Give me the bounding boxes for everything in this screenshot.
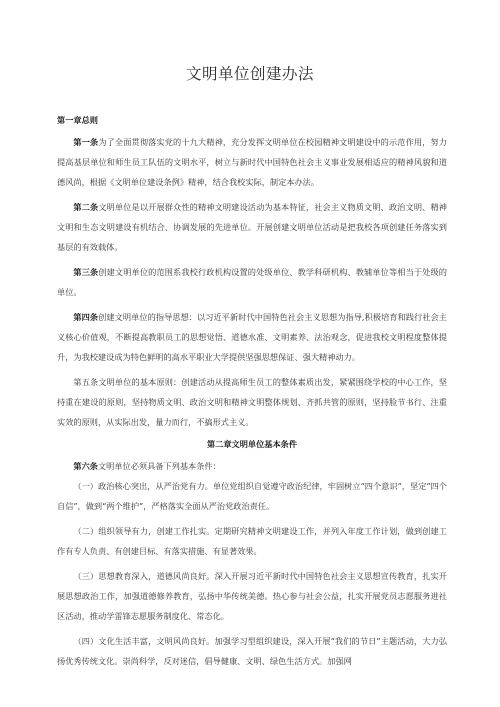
article-3 (57, 262, 447, 302)
article-4 (57, 307, 447, 367)
article-6-label: 第六条 (73, 461, 98, 471)
chapter-1-heading: 第一章总则 (57, 115, 98, 125)
document-body (57, 110, 447, 671)
article-5 (57, 372, 447, 432)
condition-item-4: （四）文化生活丰富，文明风尚良好。加强学习型组织建设，深入开展“我们的节日”主题活动，大力弘扬优秀传统文化。崇尚科学，反对迷信，倡导健康、文明、绿色生活方式。加强网 (57, 636, 447, 666)
article-1-text: 为了全面贯彻落实党的十九大精神，充分发挥文明单位在校园精神文明建设中的示范作用，努力提高基层单位和师生员工队伍的文明水平，树立与新时代中国特色社会主义事业发展相适应的精神风貌和道德风尚，根据《文明单位建设条例》精神，结合我校实际，制定本办法。 (57, 137, 447, 187)
condition-item-3: （三）思想教育深入，道德风尚良好。深入开展习近平新时代中国特色社会主义思想宣传教育，扎实开展思想政治工作，加强道德修养教育，弘扬中华传统美德。热心参与社会公益，扎实开展党员志愿服务进社区活动，推动学雷锋志愿服务制度化、常态化。 (57, 571, 447, 621)
article-6 (57, 456, 447, 476)
article-4-text: 创建文明单位的指导思想：以习近平新时代中国特色社会主义思想为指导,积极培育和践行社会主义核心价值观，不断提高教职员工的思想觉悟、道德水准、文明素养、法治观念，促进我校文明程度整体提升，为我校建设成为特色鲜明的高水平职业大学提供坚强思想保证、强大精神动力。 (57, 312, 447, 362)
chapter-2-heading: 第二章文明单位基本条件 (206, 439, 298, 449)
condition-item-2: （二）组织领导有力，创建工作扎实。定期研究精神文明建设工作，并列入年度工作计划，做到创建工作有专人负责、有创建目标、有落实措施、有显著效果。 (57, 526, 447, 556)
article-2-label: 第二条 (73, 202, 99, 212)
article-2-text: 文明单位是以开展群众性的精神文明建设活动为基本特征，社会主义物质文明、政治文明、精神文明和生态文明建设有机结合、协调发展的先进单位。开展创建文明单位活动是把我校各项创建任务落实到基层的有效载体。 (57, 202, 447, 252)
article-4-label: 第四条 (73, 312, 99, 322)
article-5-label: 第五条 (73, 377, 99, 387)
condition-item-1: （一）政治核心突出，从严治党有力。单位党组织自觉遵守政治纪律，牢固树立“四个意识”，坚定“四个自信”，做到“两个维护”，严格落实全面从严治党政治责任。 (57, 481, 447, 511)
article-6-text: 文明单位必须具备下列基本条件： (97, 461, 221, 471)
article-1-label: 第一条 (73, 137, 99, 147)
article-3-text: 创建文明单位的范围系我校行政机构设置的处级单位、教学科研机构、教辅单位等相当于处级的单位。 (57, 267, 447, 297)
document-title: 文明单位创建办法 (185, 65, 314, 83)
article-1 (57, 132, 447, 192)
article-5-text: 文明单位的基本原则：创建活动从提高师生员工的整体素质出发，紧紧围绕学校的中心工作，坚持重在建设的原则，坚持物质文明、政治文明和精神文明整体规划、齐抓共管的原则，坚持脸节书行、注重实效的原则，从实际出发，量力而行，不搞形式主义。 (57, 377, 447, 427)
article-3-label: 第三条 (73, 267, 99, 277)
article-2 (57, 197, 447, 257)
